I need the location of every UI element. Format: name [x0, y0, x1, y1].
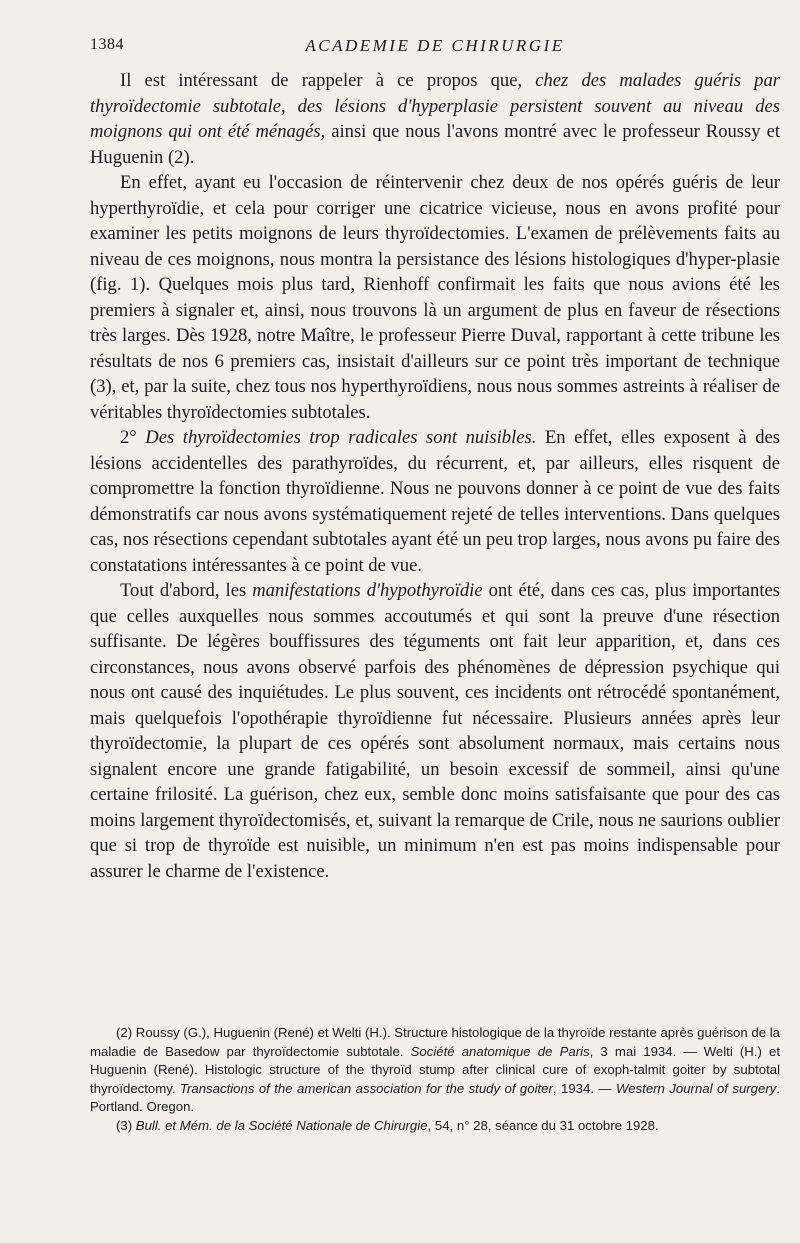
italic-run: Western Journal of surgery: [616, 1080, 777, 1096]
paragraph: [90, 425, 780, 578]
text-run: Tout d'abord, les: [120, 580, 253, 601]
text-run: En effet, elles exposent à des lésions accidentelles des parathyroïdes, du récurrent, et, par ailleurs, elles risquent de compromettre la fonction thyroïdienne. Nous ne pouvons donner à ce point de vue des faits démonstratifs car nous avons systématiquement rejeté de telles interventions. Dans quelques cas, nos résections cependant subtotales ayant été un peu trop larges, nous avons pu faire des constatations intéressantes à ce point de vue.: [90, 427, 781, 576]
italic-run: Des thyroïdectomies trop radicales sont nuisibles.: [145, 427, 537, 448]
text-run: Il est intéressant de rappeler à ce propos que,: [120, 70, 536, 91]
footnote-3: [90, 1117, 780, 1136]
running-title: ACADEMIE DE CHIRURGIE: [305, 36, 565, 55]
italic-run: Société anatomique de Paris: [410, 1043, 590, 1059]
text-run: ont été, dans ces cas, plus importantes que celles auxquelles nous sommes accoutumés et qui sont la preuve d'une résection suffisante. De légères bouffissures des téguments ont fait leur apparition, et, dans ces circonstances, nous avons observé parfois des phénomènes de dépression psychique qui nous ont causé des inquiétudes. Le plus souvent, ces incidents ont rétrocédé spontanément, mais quelquefois l'opothérapie thyroïdienne fut nécessaire. Plusieurs années après leur thyroïdectomie, la plupart de ces opérés sont absolument normaux, mais certains nous signalent encore une grande fatigabilité, un besoin excessif de sommeil, ainsi qu'une certaine frilosité. La guérison, chez eux, semble donc moins satisfaisante que pour des cas moins largement thyroïdectomisés, et, suivant la remarque de Crile, nous ne saurions oublier que si trop de thyroïde est nuisible, un minimum n'en est pas moins indispensable pour assurer le charme de l'existence.: [90, 580, 780, 882]
paragraph: [90, 578, 780, 884]
text-run: (2) Roussy (G.), Huguenin (René) et Welti (H.). Structure histologique de la thyroïde restante après guérison de la maladie de Basedow par thyroïdectomie subtotale.: [90, 1025, 780, 1059]
text-run: , 1934. —: [552, 1080, 617, 1096]
text-run: , ainsi que nous l'avons montré avec le professeur Roussy et Huguenin (2).: [90, 121, 780, 168]
italic-run: Bull. et Mém. de la Société Nationale de Chirurgie: [135, 1117, 428, 1133]
text-run: (3): [116, 1117, 136, 1133]
page-number: 1384: [90, 36, 124, 53]
body-text: [90, 68, 780, 884]
italic-run: chez des malades guéris par thyroïdectomie subtotale, des lésions d'hyperplasie persistent souvent au niveau des moignons qui ont été ménagés: [90, 70, 780, 142]
footnotes: [90, 1024, 780, 1136]
paragraph: [90, 68, 780, 170]
italic-run: Transactions of the american association for the study of goiter: [179, 1080, 553, 1096]
text-run: , 3 mai 1934. — Welti (H.) et Huguenin (René). Histologic structure of the thyroïd stump after clinical cure of exoph-talmit goiter by subtotal thyroïdectomy.: [90, 1043, 780, 1096]
italic-run: manifestations d'hypothyroïdie: [252, 580, 483, 601]
text-run: . Portland. Oregon.: [90, 1080, 781, 1115]
text-run: , 54, n° 28, séance du 31 octobre 1928.: [427, 1117, 659, 1133]
footnote-2: [90, 1024, 780, 1117]
text-run: 2°: [120, 427, 146, 448]
paragraph: En effet, ayant eu l'occasion de réintervenir chez deux de nos opérés guéris de leur hyperthyroïdie, et cela pour corriger une cicatrice vicieuse, nous en avons profité pour examiner les petits moignons de leurs thyroïdectomies. L'examen de prélèvements faits au niveau de ces moignons, nous montra la persistance des lésions histologiques d'hyper-plasie (fig. 1). Quelques mois plus tard, Rienhoff confirmait les faits que nous avions été les premiers à signaler et, ainsi, nous trouvons là un argument de plus en faveur de résections très larges. Dès 1928, notre Maître, le professeur Pierre Duval, rapportant à cette tribune les résultats de nos 6 premiers cas, insistait d'ailleurs sur ce point très important de technique (3), et, par la suite, chez tous nos hyperthyroïdiens, nous nous sommes astreints à réaliser de véritables thyroïdectomies subtotales.: [90, 172, 780, 423]
page-header: [90, 36, 780, 62]
